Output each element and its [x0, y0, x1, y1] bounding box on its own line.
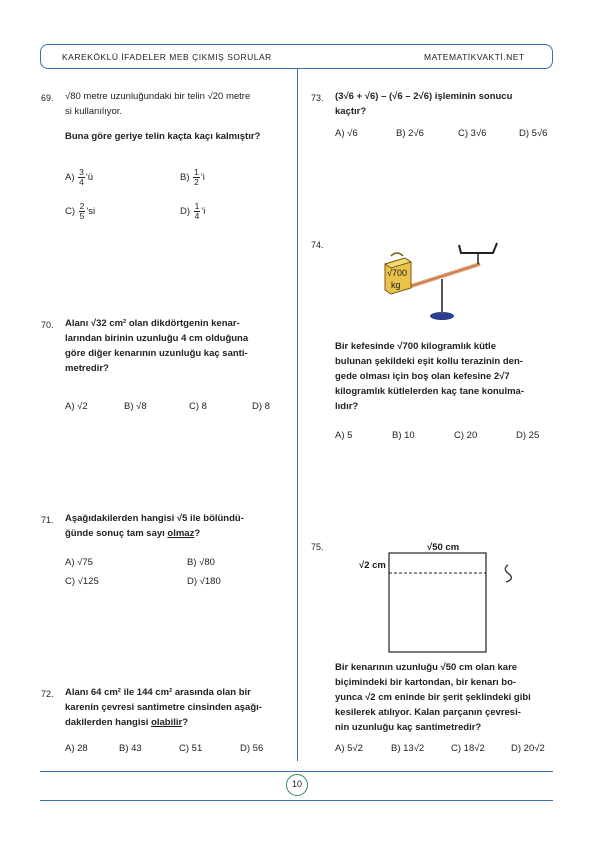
- q70-option-b[interactable]: B) √8: [124, 401, 147, 412]
- q70-text: Alanı √32 cm² olan dikdörtgenin kenar- larından birinin uzunluğu 4 cm olduğuna göre diğer kenarının uzunluğu kaç santi- metredir?: [65, 318, 249, 374]
- q70-option-d[interactable]: D) 8: [252, 401, 270, 412]
- q71-option-c[interactable]: C) √125: [65, 576, 99, 587]
- q71-number: 71.: [41, 515, 54, 525]
- q73-option-c[interactable]: C) 3√6: [458, 128, 487, 139]
- q74-number: 74.: [311, 240, 324, 250]
- q74-text: Bir kefesinde √700 kilogramlık kütle bulunan şekildeki eşit kollu terazinin den- gede olması için boş olan kefesine 2√7 kilogramlık kütlelerden kaç tane konulma- lıdır?: [335, 341, 525, 412]
- q72-option-d[interactable]: D) 56: [240, 743, 264, 754]
- fraction: $\frac{2}{5}$: [79, 201, 85, 221]
- q69-line2: si kullanılıyor.: [65, 106, 123, 117]
- weight-label-value: √700: [387, 268, 407, 278]
- q71-option-b[interactable]: B) √80: [187, 557, 215, 568]
- page-number: 10: [286, 774, 308, 796]
- option-label: D): [180, 206, 191, 218]
- q69-option-d[interactable]: D) $\frac{1}{4}$ 'i: [180, 201, 206, 221]
- q72-text: Alanı 64 cm² ile 144 cm² arasında olan bir karenin çevresi santimetre cinsinden aşağı- dakilerden hangisi olabilir?: [65, 687, 262, 728]
- q74-option-b[interactable]: B) 10: [392, 430, 415, 441]
- q69-text: [65, 89, 260, 144]
- q69-question: Buna göre geriye telin kaçta kaçı kalmıştır?: [65, 131, 261, 142]
- q72-option-c[interactable]: C) 51: [179, 743, 203, 754]
- q74-option-a[interactable]: A) 5: [335, 430, 353, 441]
- q75-side-label: √2 cm: [359, 560, 386, 571]
- q69-option-a[interactable]: A) $\frac{3}{4}$ 'ü: [65, 167, 93, 187]
- q70-option-c[interactable]: C) 8: [189, 401, 207, 412]
- q72-option-b[interactable]: B) 43: [119, 743, 142, 754]
- q75-option-a[interactable]: A) 5√2: [335, 743, 363, 754]
- square-outline: [389, 553, 486, 652]
- scissors-icon: [505, 565, 511, 582]
- q74-option-c[interactable]: C) 20: [454, 430, 478, 441]
- fraction: $\frac{3}{4}$: [79, 167, 84, 187]
- q69-option-b[interactable]: B) $\frac{1}{2}$ 'i: [180, 167, 205, 187]
- option-label: C): [65, 206, 76, 218]
- q73-text: (3√6 + √6) – (√6 – 2√6) işleminin sonucu kaçtır?: [335, 91, 513, 117]
- header-left-title: KAREKÖKLÜ İFADELER MEB ÇIKMIŞ SORULAR: [62, 52, 272, 62]
- q71-option-d[interactable]: D) √180: [187, 576, 221, 587]
- q72-number: 72.: [41, 689, 54, 699]
- option-label: A): [65, 172, 75, 184]
- square-cardboard-diagram: [388, 552, 523, 654]
- q73-option-d[interactable]: D) 5√6: [519, 128, 548, 139]
- header-right-title: MATEMATİKVAKTİ.NET: [424, 52, 525, 62]
- q75-top-label: √50 cm: [427, 542, 460, 553]
- weight-block: [385, 253, 411, 294]
- q74-option-d[interactable]: D) 25: [516, 430, 540, 441]
- fraction: $\frac{1}{4}$: [194, 201, 200, 221]
- q71-text: Aşağıdakilerden hangisi √5 ile bölündü- ğünde sonuç tam sayı olmaz?: [65, 513, 244, 539]
- q75-option-b[interactable]: B) 13√2: [391, 743, 425, 754]
- q70-number: 70.: [41, 320, 54, 330]
- q72-option-a[interactable]: A) 28: [65, 743, 88, 754]
- column-divider: [297, 69, 298, 761]
- q75-option-c[interactable]: C) 18√2: [451, 743, 485, 754]
- weight-label-unit: kg: [391, 280, 401, 290]
- balance-scale-illustration: [375, 236, 500, 326]
- q70-option-a[interactable]: A) √2: [65, 401, 88, 412]
- q75-number: 75.: [311, 542, 324, 552]
- q75-option-d[interactable]: D) 20√2: [511, 743, 545, 754]
- q69-line1: √80 metre uzunluğundaki bir telin √20 metre: [65, 91, 251, 102]
- q71-option-a[interactable]: A) √75: [65, 557, 93, 568]
- q69-option-c[interactable]: C) $\frac{2}{5}$ 'si: [65, 201, 96, 221]
- option-label: B): [180, 172, 190, 184]
- q75-text: Bir kenarının uzunluğu √50 cm olan kare biçimindeki bir kartondan, bir kenarı bo- yunca √2 cm eninde bir şerit şeklindeki gibi kesilerek atılıyor. Kalan parçanın çevresi- nin uzunluğu kaç santimetredir?: [335, 662, 531, 733]
- q73-option-a[interactable]: A) √6: [335, 128, 358, 139]
- q69-number: 69.: [41, 93, 54, 103]
- footer-rule-bottom: [40, 800, 553, 801]
- empty-pan: [459, 243, 497, 253]
- q73-option-b[interactable]: B) 2√6: [396, 128, 424, 139]
- fraction: $\frac{1}{2}$: [194, 167, 199, 187]
- footer-rule: [40, 771, 553, 772]
- q73-number: 73.: [311, 93, 324, 103]
